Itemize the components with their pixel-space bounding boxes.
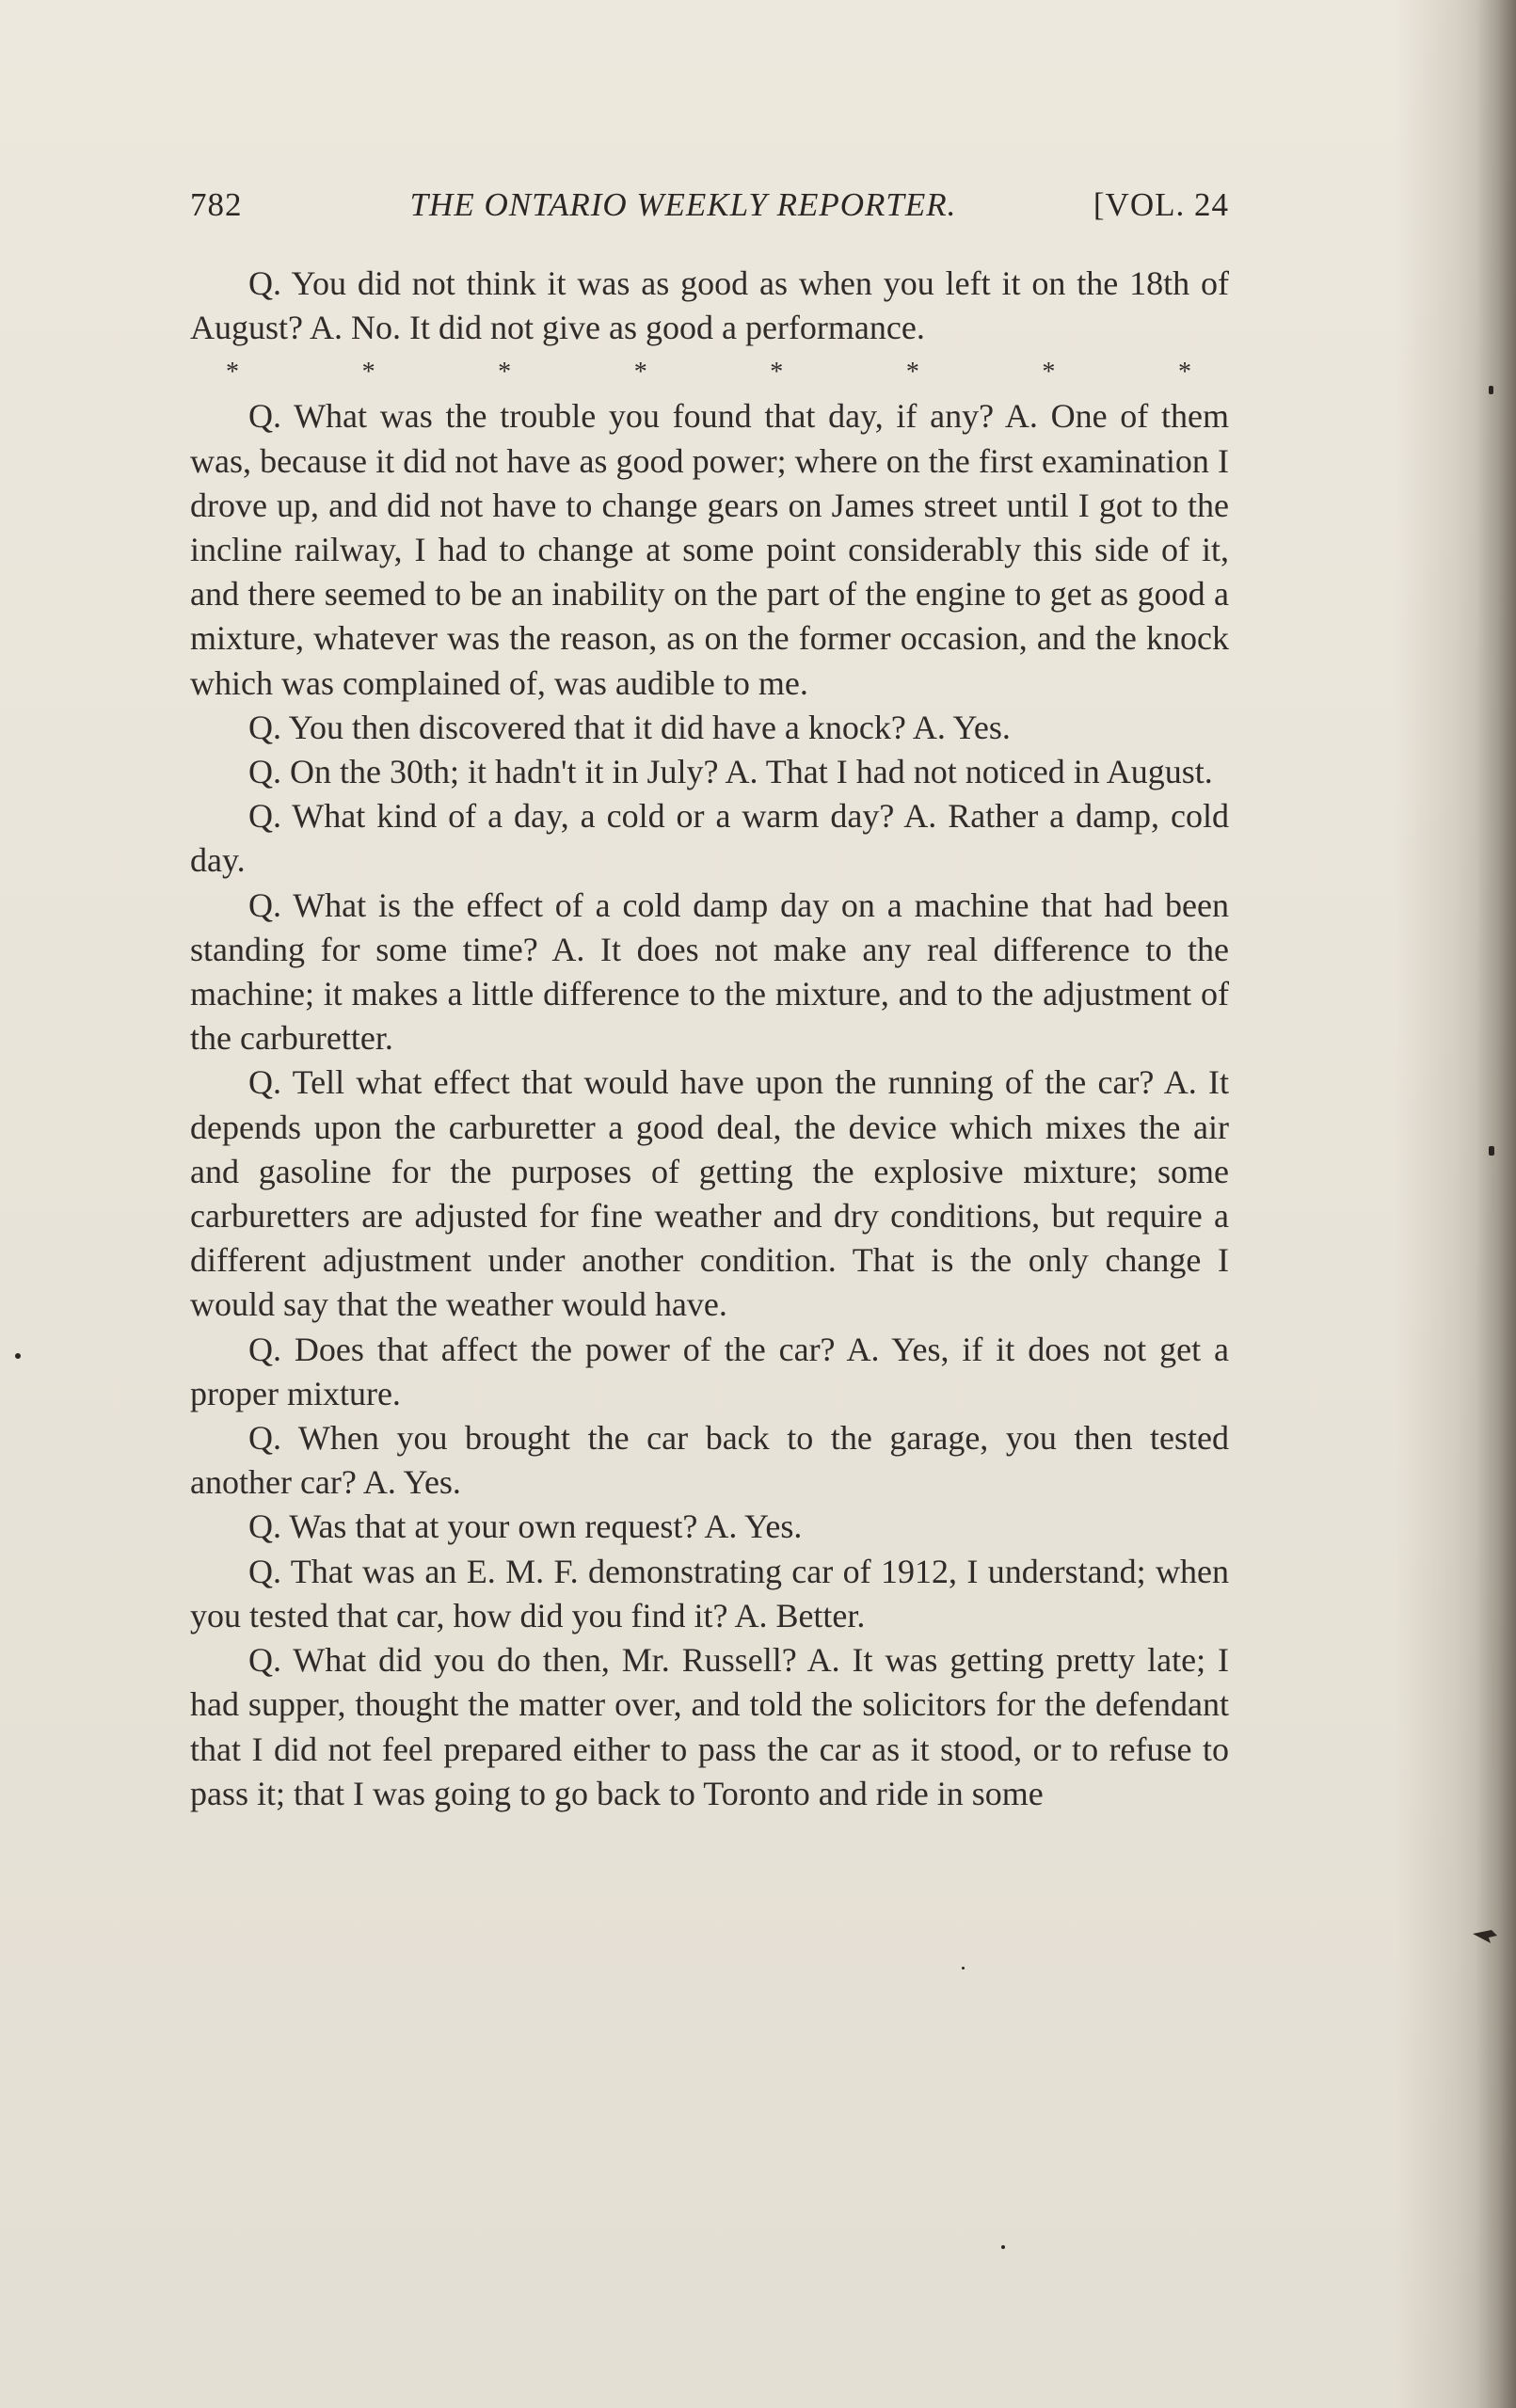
- star: *: [498, 358, 512, 388]
- page-number: 782: [190, 186, 243, 223]
- ink-speck: [1489, 1146, 1494, 1156]
- star: *: [361, 358, 375, 388]
- page-edge-shadow: [1476, 0, 1516, 2408]
- paragraph: Q. When you brought the car back to the garage, you then tested another car? A. Yes.: [190, 1419, 1229, 1502]
- star: *: [633, 358, 647, 388]
- star: *: [226, 358, 239, 388]
- paragraph: Q. You did not think it was as good as when you left it on the 18th of August? A. No. It did not give as good a performance.: [190, 264, 1229, 347]
- star: *: [770, 358, 784, 388]
- paragraph: Q. What was the trouble you found that day, if any? A. One of them was, because it did not have as good power; where on the first examination I drove up, and did not have to change gears on James street until I got to the incline railway, I had to change at some point considerably this side of it, and there seemed to be an inability on the part of the engine to get as good a mixture, whatever was the reason, as on the former occasion, and the knock which was complained of, was audible to me.: [190, 397, 1229, 702]
- page-body: [190, 262, 1229, 1816]
- paragraph: Q. What did you do then, Mr. Russell? A. It was getting pretty late; I had supper, thought the matter over, and told the solicitors for the defendant that I did not feel prepared either to pass the car as it stood, or to refuse to pass it; that I was going to go back to Toronto and ride in some: [190, 1641, 1229, 1812]
- paragraph: Q. You then discovered that it did have a knock? A. Yes.: [248, 708, 1011, 746]
- ink-speck: [1001, 2245, 1005, 2249]
- journal-title: THE ONTARIO WEEKLY REPORTER.: [409, 186, 957, 223]
- paragraph: Q. What kind of a day, a cold or a warm day? A. Rather a damp, cold day.: [190, 797, 1229, 880]
- paragraph: Q. That was an E. M. F. demonstrating car of 1912, I understand; when you tested that car, how did you find it? A. Better.: [190, 1552, 1229, 1635]
- paragraph: Q. Was that at your own request? A. Yes.: [248, 1507, 803, 1546]
- running-header: [190, 186, 1229, 235]
- paragraph: Q. Tell what effect that would have upon the running of the car? A. It depends upon the carburetter a good deal, the device which mixes the air and gasoline for the purposes of getting the explosive mixture; some carburetters are adjusted for fine weather and dry conditions, but require a different adjustment under another condition. That is the only change I would say that the weather would have.: [190, 1063, 1229, 1324]
- paragraph: Q. Does that affect the power of the car? A. Yes, if it does not get a proper mixture.: [190, 1330, 1229, 1412]
- star: *: [905, 358, 919, 388]
- ink-speck: [15, 1353, 21, 1359]
- ellipsis-stars: [190, 350, 1229, 394]
- ink-speck: [1489, 386, 1493, 394]
- star: *: [1177, 358, 1191, 388]
- ink-speck: [962, 1967, 965, 1969]
- volume-label: [VOL. 24: [1093, 186, 1229, 223]
- paragraph: Q. What is the effect of a cold damp day on a machine that had been standing for some time? A. It does not make any real difference to the machine; it makes a little difference to the mixture, and to the adjustment of the carburetter.: [190, 885, 1229, 1058]
- paragraph: Q. On the 30th; it hadn't it in July? A. That I had not noticed in August.: [248, 753, 1213, 791]
- page-tear-mark: [1473, 1926, 1501, 1945]
- star: *: [1042, 358, 1056, 388]
